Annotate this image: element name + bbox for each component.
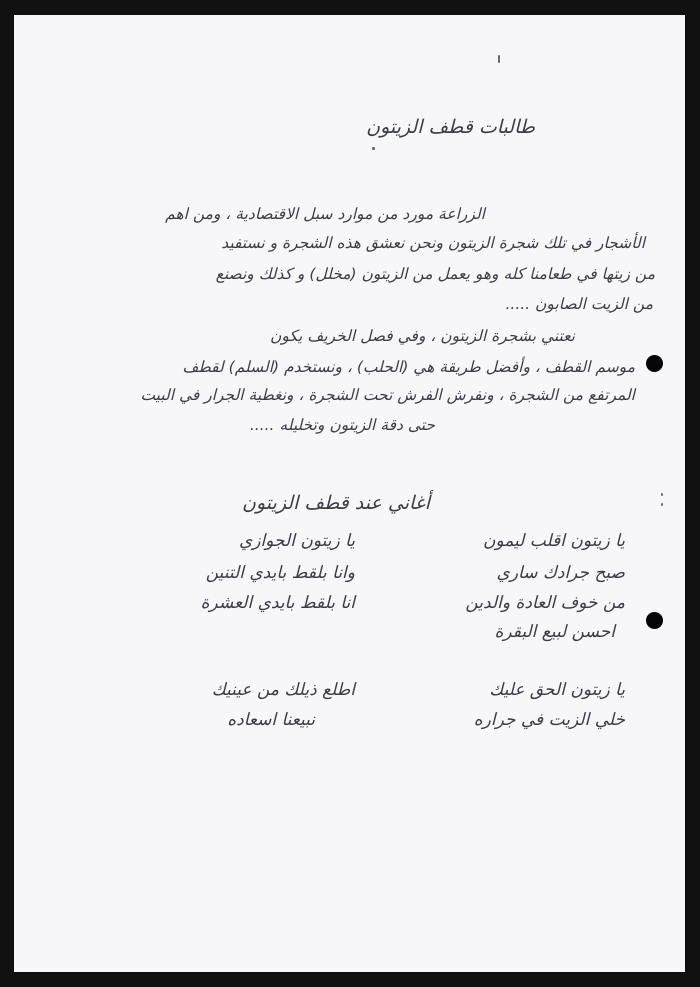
paragraph-line: موسم القطف ، وأفضل طريقة هي (الحلب) ، ونستخدم (السلم) لقطف [182,358,635,376]
paper-sheet [14,15,685,972]
verse-line: انا بلقط بايدي العشرة [200,593,355,613]
page-title: طالبات قطف الزيتون [366,116,535,138]
verse-line: احسن لبيع البقرة [494,622,615,642]
ink-dot [661,503,663,506]
verse-line: خلي الزيت في جراره [473,710,625,730]
paragraph-line: نعتني بشجرة الزيتون ، وفي فصل الخريف يكون [270,327,575,345]
ink-dot [661,493,663,496]
punch-hole [646,355,663,372]
verse-line: وانا بلقط بايدي التنين [205,563,355,583]
pencil-mark [498,55,500,63]
paragraph-line: الزراعة مورد من موارد سبل الاقتصادية ، ومن اهم [165,205,485,223]
verse-line: اطلع ذيلك من عينيك [211,680,355,700]
paragraph-line: المرتفع من الشجرة ، ونفرش الفرش تحت الشجرة ، ونغطية الجرار في البيت [140,386,635,404]
songs-heading: أغاني عند قطف الزيتون [242,492,430,514]
paragraph-line: من الزيت الصابون ..... [505,295,653,313]
paragraph-line: من زيتها في طعامنا كله وهو يعمل من الزيتون (مخلل) و كذلك ونصنع [215,265,655,283]
paragraph-line: حتى دقة الزيتون وتخليله ..... [249,416,435,434]
verse-line: نبيعنا اسعاده [227,710,315,730]
verse-line: يا زيتون الجوازي [239,531,355,551]
verse-line: صبح جرادك ساري [496,563,625,583]
verse-line: يا زيتون الحق عليك [489,680,625,700]
ink-dot [372,147,375,150]
paragraph-line: الأشجار في تلك شجرة الزيتون ونحن نعشق هذه الشجرة و نستفيد [221,234,645,252]
verse-line: من خوف العادة والدين [465,593,625,613]
verse-line: يا زيتون اقلب ليمون [482,531,625,551]
punch-hole [646,612,663,629]
